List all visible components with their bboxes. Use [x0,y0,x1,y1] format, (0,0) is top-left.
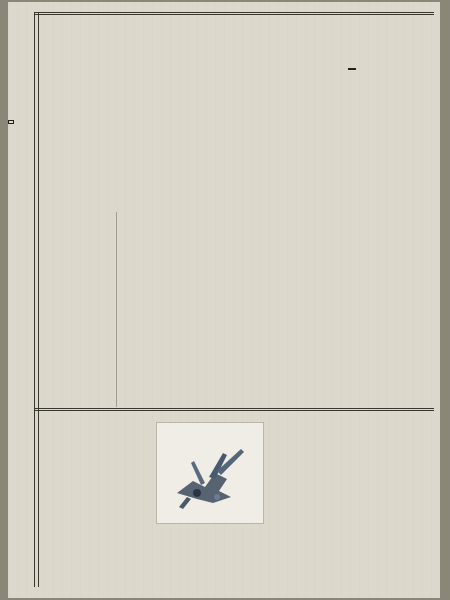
section-letter-marker [348,68,356,70]
left-margin-rule [34,12,35,587]
middle-border-rule-inner [34,410,434,411]
journal-page [8,2,440,598]
top-border-rule [34,12,434,13]
middle-border-rule [34,408,434,409]
top-border-rule-inner [34,14,434,15]
upper-middle-text [118,24,196,204]
entry-3-body [270,418,310,586]
lower-right-text [42,418,117,586]
column-divider [116,212,117,407]
entry-akahana-body [198,24,284,394]
mineral-specimen-photo [156,422,264,524]
left-margin-rule-inner [38,12,39,587]
running-header-marker [8,120,14,124]
entry-acmeter-body [42,217,132,397]
lower-left-continuation-text [352,418,432,586]
mineral-specimen-image [157,423,263,523]
upper-right-text [42,24,116,209]
lower-photo-text [118,418,154,586]
